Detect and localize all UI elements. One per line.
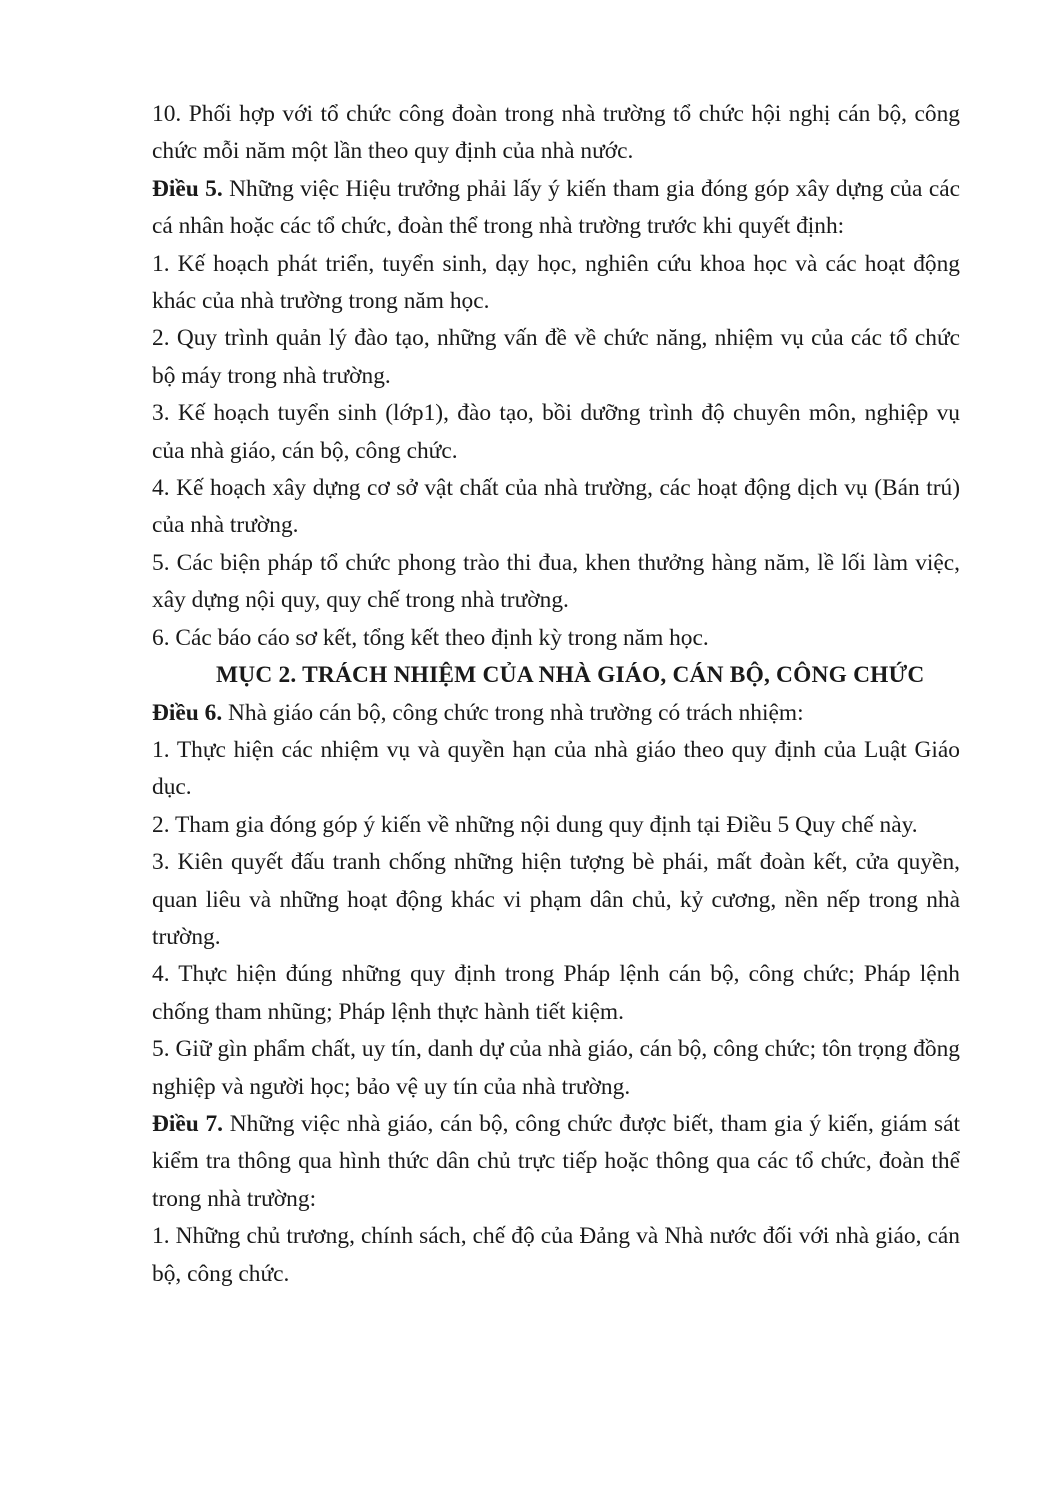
paragraph-text: 2. Quy trình quản lý đào tạo, những vấn đề về chức năng, nhiệm vụ của các tổ chức bộ máy trong nhà trường.	[152, 325, 960, 389]
paragraph-text: 1. Thực hiện các nhiệm vụ và quyền hạn của nhà giáo theo quy định của Luật Giáo dục.	[152, 736, 960, 801]
section-heading-text: MỤC 2. TRÁCH NHIỆM CỦA NHÀ GIÁO, CÁN BỘ, CÔNG CHỨC	[216, 662, 925, 689]
paragraph-text: 4. Kế hoạch xây dựng cơ sở vật chất của nhà trường, các hoạt động dịch vụ (Bán trú) của nhà trường.	[152, 475, 960, 539]
list-item-4	[152, 956, 960, 1031]
document-page	[152, 96, 960, 1293]
article-label: Điều 6.	[152, 699, 223, 726]
list-item-1	[152, 732, 960, 807]
list-item-4	[152, 470, 960, 545]
section-heading	[152, 657, 960, 694]
list-item-1	[152, 246, 960, 321]
list-item-2	[152, 320, 960, 395]
article-label: Điều 5.	[152, 175, 223, 202]
paragraph-text: Những việc Hiệu trưởng phải lấy ý kiến tham gia đóng góp xây dựng của các cá nhân hoặc các tổ chức, đoàn thể trong nhà trường trước khi quyết định:	[152, 175, 960, 240]
paragraph-text: 5. Giữ gìn phẩm chất, uy tín, danh dự của nhà giáo, cán bộ, công chức; tôn trọng đồng nghiệp và người học; bảo vệ uy tín của nhà trường.	[152, 1036, 960, 1100]
paragraph-item-10	[152, 96, 960, 171]
list-item-1	[152, 1218, 960, 1293]
article-5-paragraph	[152, 171, 960, 246]
list-item-5	[152, 1031, 960, 1106]
paragraph-text: 1. Kế hoạch phát triển, tuyển sinh, dạy học, nghiên cứu khoa học và các hoạt động khác của nhà trường trong năm học.	[152, 250, 960, 315]
article-label: Điều 7.	[152, 1110, 224, 1137]
paragraph-text: 3. Kế hoạch tuyển sinh (lớp1), đào tạo, bồi dưỡng trình độ chuyên môn, nghiệp vụ của nhà giáo, cán bộ, công chức.	[152, 400, 960, 464]
list-item-3	[152, 395, 960, 470]
paragraph-text: 10. Phối hợp với tổ chức công đoàn trong nhà trường tổ chức hội nghị cán bộ, công chức mỗi năm một lần theo quy định của nhà nước.	[152, 101, 960, 165]
article-6-paragraph	[152, 695, 960, 732]
paragraph-text: Những việc nhà giáo, cán bộ, công chức được biết, tham gia ý kiến, giám sát kiểm tra thông qua hình thức dân chủ trực tiếp hoặc thông qua các tổ chức, đoàn thể trong nhà trường:	[152, 1110, 960, 1212]
paragraph-text: 2. Tham gia đóng góp ý kiến về những nội dung quy định tại Điều 5 Quy chế này.	[152, 811, 918, 838]
paragraph-text: 1. Những chủ trương, chính sách, chế độ của Đảng và Nhà nước đối với nhà giáo, cán bộ, công chức.	[152, 1223, 960, 1287]
paragraph-text: 6. Các báo cáo sơ kết, tổng kết theo định kỳ trong năm học.	[152, 624, 709, 651]
paragraph-text: Nhà giáo cán bộ, công chức trong nhà trường có trách nhiệm:	[222, 699, 804, 726]
list-item-6	[152, 620, 960, 657]
paragraph-text: 4. Thực hiện đúng những quy định trong Pháp lệnh cán bộ, công chức; Pháp lệnh chống tham nhũng; Pháp lệnh thực hành tiết kiệm.	[152, 961, 960, 1025]
paragraph-text: 3. Kiên quyết đấu tranh chống những hiện tượng bè phái, mất đoàn kết, cửa quyền, quan liêu và những hoạt động khác vi phạm dân chủ, kỷ cương, nền nếp trong nhà trường.	[152, 849, 960, 950]
list-item-5	[152, 545, 960, 620]
article-7-paragraph	[152, 1106, 960, 1218]
list-item-3	[152, 844, 960, 956]
paragraph-text: 5. Các biện pháp tổ chức phong trào thi đua, khen thưởng hàng năm, lề lối làm việc, xây dựng nội quy, quy chế trong nhà trường.	[152, 549, 960, 614]
list-item-2	[152, 807, 960, 844]
